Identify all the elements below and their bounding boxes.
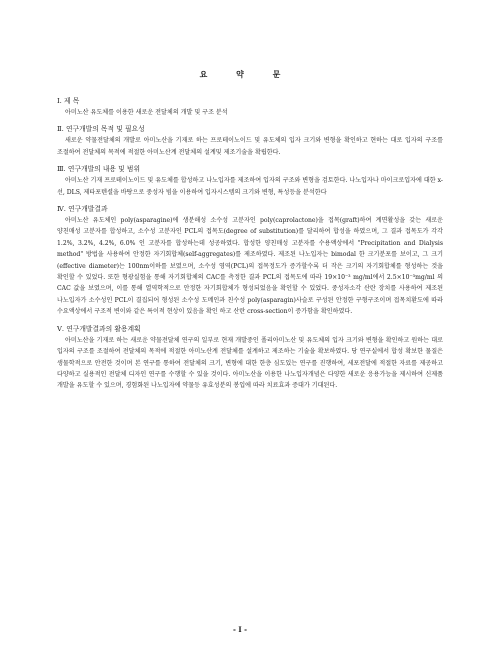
section-application (57, 324, 443, 392)
page-title: 요 약 문 (199, 69, 294, 79)
section-heading: Ⅳ. 연구개발결과 (57, 205, 108, 214)
section-paragraph: 아미노산 유도체를 이용한 새로운 전달체의 개발 및 구조 분석 (65, 109, 228, 116)
section-paragraph: 아미노산 유도체인 poly(asparagine)에 생분해성 소수성 고분자인 poly(caprolactone)을 접목(graft)하여 계면활성을 갖는 새로운 양친매성 고분자를 합성하고, 소수성 고분자인 PCL의 접목도(degree of substitution)를 달리하여 합성을 하였으며, 그 결과 접목도가 각각 1.2%, 3.2%, 4.2%, 6.0% 인 고분자를 합성하는데 성공하였다. 합성한 양친매성 고분자를 수용액상에서 "Precipitation and Dialysis method" 방법을 사용하여 안정한 자기회합체(self-aggregates)를 제조하였다. 제조된 나노입자는 bimodal 한 크기분포를 보이고, 그 크기(effective diameter)는 100nm이하를 보였으며, 소수성 영역(PCL)의 접목정도가 증가할수록 더 작은 크기의 자기회합체를 형성하는 것을 확인할 수 있었다. 또한 형광실험을 통해 자기회합체의 CAC를 측정한 결과 PCL의 접목도에 따라 19×10⁻³ mg/ml에서 2.5×10⁻³mg/ml 의 CAC 값을 보였으며, 이를 통해 열역학적으로 안정한 자기회합체가 형성되었음을 확인할 수 있었다. 중성자소각 산란 장치를 사용하여 제조된 나노입자가 소수성인 PCL이 결집되어 형성된 소수성 도메인과 친수성 poly(asparagin)사슬로 구성된 안정한 구형구조이며 접목치환도에 따라 수요액상에서 구조적 변이와 같은 특이적 현상이 있음을 확인 하고 산란 cross-section이 증가함을 확인하였다. (57, 217, 443, 316)
section-paragraph: 아미노산을 기재로 하는 새로운 약물전달체 연구의 일부로 현재 개발중인 폴리아미노산 및 유도체의 입자 크기와 변형을 확인하고 원하는 대로 입자의 구조를 조절하여 전달체의 목적에 적절한 아미노산계 전달체를 설계하고 제조하는 기술을 확보하였다. 당 연구실에서 합성 확보한 물질은 생물학적으로 안전한 것이며 본 연구를 통하여 전달체의 크기, 변형에 대한 한층 심도있는 연구를 진행하여, 세포전달에 적절한 자료를 제공하고 다양하고 실용적인 전달체 디자인 연구를 수행할 수 있을 것이다. 아미노산을 이용한 나노입자개념은 다양한 새로운 응용가능을 제시하여 신제품 개발을 유도할 수 있으며, 경험화된 나노입자에 약물등 유효성분의 봉입에 따라 치료효과 증대가 기대된다. (57, 336, 443, 390)
section-title (57, 96, 443, 118)
section-purpose (57, 124, 443, 158)
section-paragraph: 새로운 약물전달체의 개발로 아미노산을 기재로 하는 프로테이노이드 및 유도체의 입자 크기와 변형을 확인하고 현하는 대로 입자의 구조를 조절하여 전달체의 목적에 적절한 아미노산계 전달체의 설계및 제조기술을 확립한다. (57, 137, 443, 156)
section-paragraph: 아미노산 기재 프로테이노이드 및 유도체를 합성하고 나노입자를 제조하여 입자의 구조와 변형을 검토한다. 나노입자나 마이크로입자에 대한 x-선, DLS, 제타포텐셜을 바탕으로 중성자 빔을 이용하여 입자시스템의 크기와 변형, 특성등을 분석한다 (57, 177, 443, 196)
summary-body (57, 96, 443, 398)
page-number: - I - (233, 625, 247, 634)
section-heading: Ⅲ. 연구개발의 내용 및 범위 (57, 165, 141, 174)
section-heading: Ⅱ. 연구개발의 목적 및 필요성 (57, 125, 145, 134)
section-heading: Ⅴ. 연구개발결과의 활용계획 (57, 324, 141, 333)
section-results (57, 204, 443, 318)
section-heading: Ⅰ. 제 목 (57, 97, 80, 105)
section-scope (57, 164, 443, 198)
